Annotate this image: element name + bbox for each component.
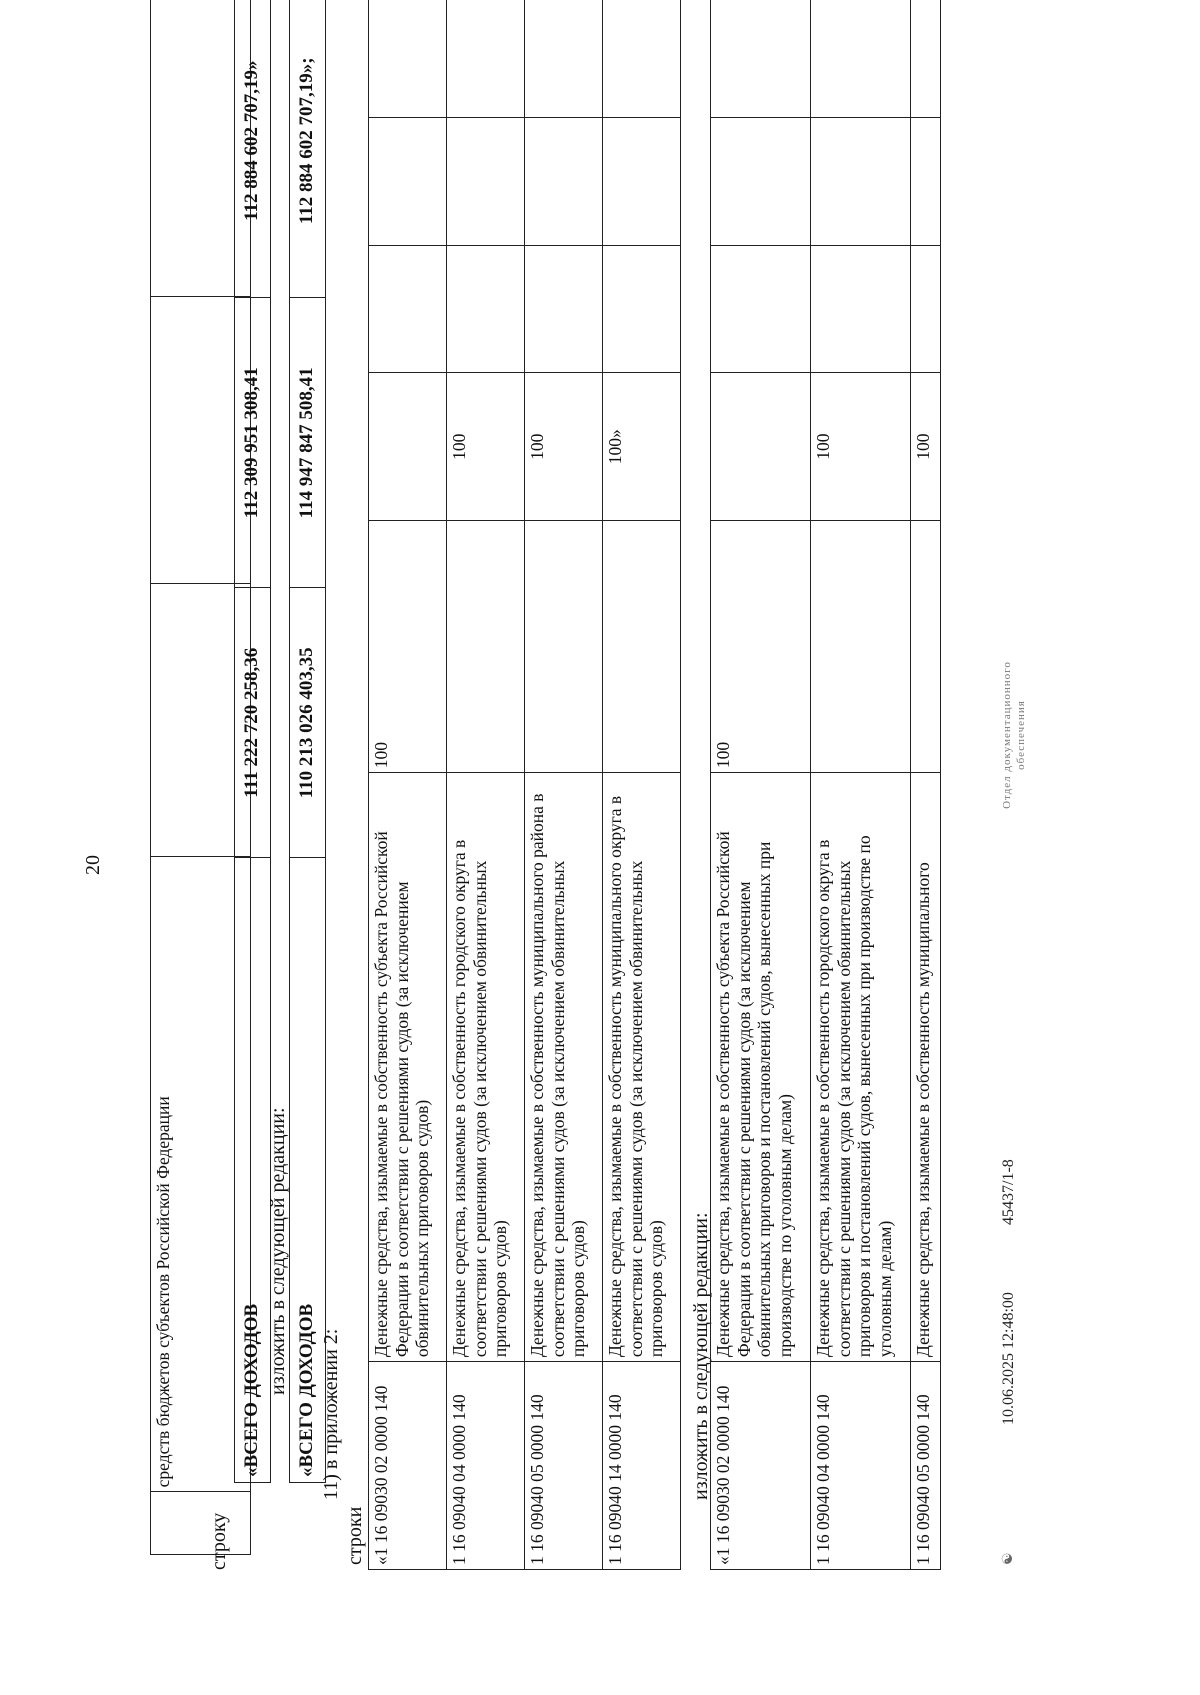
stamp-line-1: Отдел документационного <box>1001 661 1013 809</box>
line-stroki: строки <box>344 1506 366 1565</box>
row-col-2: 100 <box>447 373 525 521</box>
footer-date: 10.06.2025 12:48:00 <box>1000 1292 1017 1425</box>
table-row <box>447 0 525 1570</box>
row-col-1: 100 <box>369 521 447 773</box>
row-col-2 <box>711 373 811 521</box>
row-col-1: 100 <box>711 521 811 773</box>
row-col-4 <box>811 118 911 245</box>
row-col-5 <box>911 0 941 118</box>
row-col-3 <box>369 245 447 372</box>
line-stroku: строку <box>208 1512 230 1570</box>
row-desc: Денежные средства, изымаемые в собственность городского округа в соответствии с решениями судов (за исключением обвинительных приговоров и постановлений судов, вынесенных при производстве по уголовным делам) <box>811 773 911 1362</box>
new-total-v3: 112 884 602 707,19»; <box>290 0 326 298</box>
emblem-icon: ☯ <box>1001 1552 1016 1565</box>
row-col-1 <box>525 521 603 773</box>
table-row <box>525 0 603 1570</box>
row-desc: Денежные средства, изымаемые в собственность муниципального <box>911 773 941 1362</box>
table-row <box>711 0 811 1570</box>
row-col-5 <box>369 0 447 118</box>
row-desc: Денежные средства, изымаемые в собственность субъекта Российской Федерации в соответствии с решениями судов (за исключением обвинительных приговоров и постановлений судов, вынесенных при производстве по уголовным делам) <box>711 773 811 1362</box>
top-table-label-cell: средств бюджетов субъектов Российской Федерации <box>151 856 251 1491</box>
row-col-5 <box>603 0 681 118</box>
row-col-3 <box>911 245 941 372</box>
row-col-2 <box>369 373 447 521</box>
row-col-4 <box>911 118 941 245</box>
row-code: «1 16 09030 02 0000 140 <box>711 1362 811 1570</box>
row-col-3 <box>447 245 525 372</box>
row-col-1 <box>447 521 525 773</box>
row-col-4 <box>711 118 811 245</box>
footer-doc-id: 45437/1-8 <box>1000 1159 1017 1225</box>
old-total-v3: 112 884 602 707,19» <box>235 0 271 298</box>
row-col-1 <box>603 521 681 773</box>
row-desc: Денежные средства, изымаемые в собственность муниципального округа в соответствии с решениями судов (за исключением обвинительных приговоров судов) <box>603 773 681 1362</box>
old-rows-table <box>368 0 681 1570</box>
row-col-4 <box>369 118 447 245</box>
old-total-v2: 112 309 951 308,41 <box>235 298 271 588</box>
line-izlozhit-2: изложить в следующей редакции: <box>690 1212 712 1500</box>
row-col-3 <box>603 245 681 372</box>
row-col-2: 100» <box>603 373 681 521</box>
row-col-3 <box>711 245 811 372</box>
row-code: 1 16 09040 04 0000 140 <box>811 1362 911 1570</box>
row-col-3 <box>811 245 911 372</box>
row-col-3 <box>525 245 603 372</box>
row-code: 1 16 09040 14 0000 140 <box>603 1362 681 1570</box>
row-col-1 <box>911 521 941 773</box>
new-total-v1: 110 213 026 403,35 <box>290 588 326 858</box>
row-col-5 <box>447 0 525 118</box>
new-total-v2: 114 947 847 508,41 <box>290 298 326 588</box>
department-stamp <box>1000 605 1029 865</box>
row-desc: Денежные средства, изымаемые в собственность муниципального района в соответствии с решениями судов (за исключением обвинительных приговоров судов) <box>525 773 603 1362</box>
top-table-code-cell <box>151 1492 251 1555</box>
table-row <box>369 0 447 1570</box>
row-code: 1 16 09040 04 0000 140 <box>447 1362 525 1570</box>
row-col-5 <box>525 0 603 118</box>
old-total-v1: 111 222 720 258,36 <box>235 588 271 858</box>
row-code: 1 16 09040 05 0000 140 <box>911 1362 941 1570</box>
table-row <box>811 0 911 1570</box>
row-col-1 <box>811 521 911 773</box>
row-col-2: 100 <box>525 373 603 521</box>
row-desc: Денежные средства, изымаемые в собственность субъекта Российской Федерации в соответствии с решениями судов (за исключением обвинительных приговоров судов) <box>369 773 447 1362</box>
line-section: 11) в приложении 2: <box>320 1328 342 1500</box>
row-col-2: 100 <box>811 373 911 521</box>
table-row <box>603 0 681 1570</box>
new-rows-table <box>710 0 941 1570</box>
table-row <box>911 0 941 1570</box>
row-desc: Денежные средства, изымаемые в собственность городского округа в соответствии с решениями судов (за исключением обвинительных приговоров судов) <box>447 773 525 1362</box>
new-total-label: «ВСЕГО ДОХОДОВ <box>290 858 326 1483</box>
row-col-5 <box>811 0 911 118</box>
row-col-4 <box>525 118 603 245</box>
row-code: 1 16 09040 05 0000 140 <box>525 1362 603 1570</box>
page-number: 20 <box>82 855 104 875</box>
row-col-4 <box>603 118 681 245</box>
old-total-table <box>234 0 271 1483</box>
stamp-line-2: обеспечения <box>1015 700 1028 770</box>
new-total-table <box>289 0 326 1483</box>
row-code: «1 16 09030 02 0000 140 <box>369 1362 447 1570</box>
old-total-label: «ВСЕГО ДОХОДОВ <box>235 858 271 1483</box>
line-izlozhit-1: изложить в следующей редакции: <box>267 1107 289 1395</box>
row-col-4 <box>447 118 525 245</box>
row-col-2: 100 <box>911 373 941 521</box>
row-col-5 <box>711 0 811 118</box>
